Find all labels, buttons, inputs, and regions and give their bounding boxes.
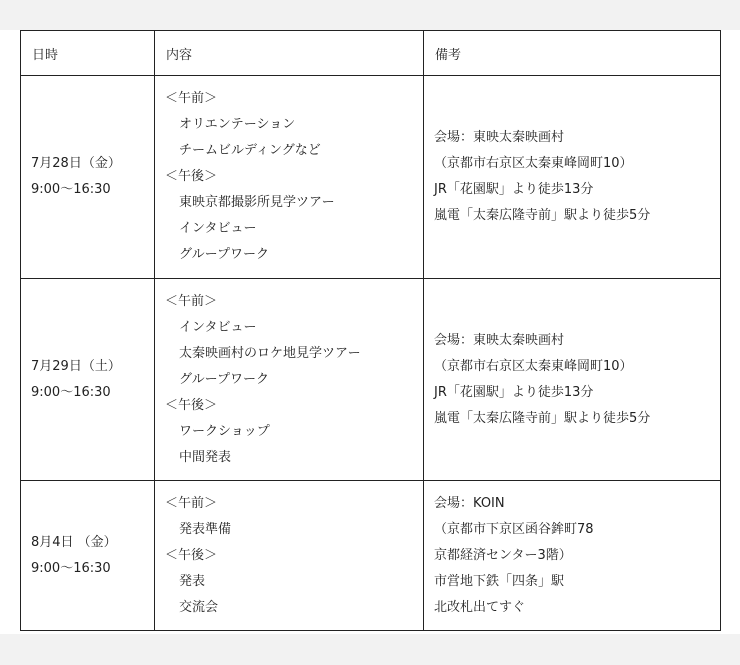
content-line: ＜午前＞ xyxy=(165,91,218,106)
notes-cell xyxy=(424,76,721,279)
date-cell xyxy=(21,279,155,481)
content-line: ＜午後＞ xyxy=(165,397,218,413)
content-cell xyxy=(155,76,424,279)
time-text: 9:00〜16:30 xyxy=(31,560,111,576)
notes-line: 京都経済センター3階） xyxy=(434,547,572,563)
content-line: 発表準備 xyxy=(179,521,232,537)
content-line: 東映京都撮影所見学ツアー xyxy=(179,195,335,210)
notes-line: （京都市右京区太秦東峰岡町10） xyxy=(434,156,633,171)
top-band xyxy=(0,0,740,30)
notes-line: JR「花園駅」より徒歩13分 xyxy=(434,384,594,400)
content-line: 中間発表 xyxy=(179,449,232,465)
notes-line: （京都市右京区太秦東峰岡町10） xyxy=(434,358,633,374)
notes-line: 嵐電「太秦広隆寺前」駅より徒歩5分 xyxy=(434,410,651,426)
notes-line: 会場：東映太秦映画村 xyxy=(434,130,565,145)
notes-line: 会場：東映太秦映画村 xyxy=(434,332,565,348)
content-line: 太秦映画村のロケ地見学ツアー xyxy=(179,345,361,361)
content-line: ＜午後＞ xyxy=(165,169,218,184)
content-line: インタビュー xyxy=(179,221,257,236)
content-line: ワークショップ xyxy=(179,423,270,439)
content-line: グループワーク xyxy=(179,247,269,262)
date-text: 8月4日 （金） xyxy=(31,534,117,550)
notes-line: 市営地下鉄「四条」駅 xyxy=(434,573,565,589)
notes-line: 会場：KOIN xyxy=(434,495,505,511)
notes-cell xyxy=(424,279,721,481)
notes-line: （京都市下京区函谷鉾町78 xyxy=(434,521,594,537)
time-text: 9:00〜16:30 xyxy=(31,384,111,400)
content-cell xyxy=(155,279,424,481)
date-text: 7月28日（金） xyxy=(31,156,121,171)
table-row xyxy=(21,279,721,481)
notes-cell xyxy=(424,481,721,631)
table-row xyxy=(21,76,721,279)
content-line: ＜午後＞ xyxy=(165,547,218,563)
schedule-table xyxy=(20,30,721,631)
bottom-band xyxy=(0,634,740,665)
header-date: 日時 xyxy=(21,31,155,76)
content-line: オリエンテーション xyxy=(179,117,296,132)
content-line: インタビュー xyxy=(179,319,257,335)
header-notes: 備考 xyxy=(424,31,721,76)
time-text: 9:00〜16:30 xyxy=(31,182,111,197)
content-line: チームビルディングなど xyxy=(179,143,321,158)
header-content: 内容 xyxy=(155,31,424,76)
notes-line: 北改札出てすぐ xyxy=(434,599,526,615)
notes-line: JR「花園駅」より徒歩13分 xyxy=(434,182,594,197)
content-line: 交流会 xyxy=(179,599,219,615)
content-cell xyxy=(155,481,424,631)
date-text: 7月29日（土） xyxy=(31,358,121,374)
content-line: グループワーク xyxy=(179,371,269,387)
content-line: ＜午前＞ xyxy=(165,495,218,511)
table-row xyxy=(21,481,721,631)
notes-line: 嵐電「太秦広隆寺前」駅より徒歩5分 xyxy=(434,208,651,223)
date-cell xyxy=(21,481,155,631)
content-line: 発表 xyxy=(179,573,206,589)
content-line: ＜午前＞ xyxy=(165,293,218,309)
date-cell xyxy=(21,76,155,279)
header-row xyxy=(21,31,721,76)
